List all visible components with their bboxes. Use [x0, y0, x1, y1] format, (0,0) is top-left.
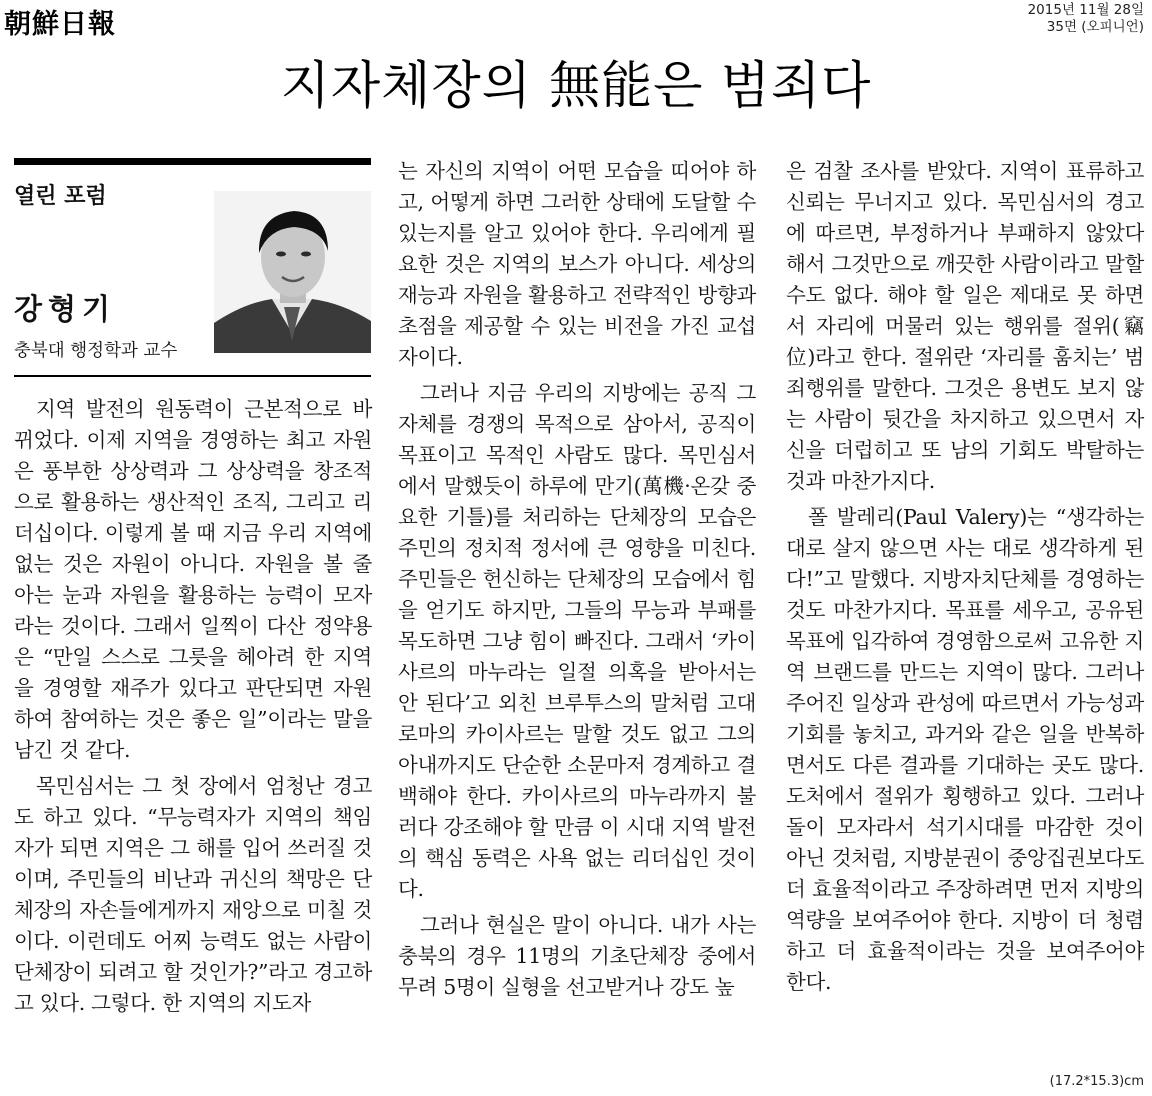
- article-headline: 지자체장의 無能은 범죄다: [280, 57, 872, 116]
- author-title: 충북대 행정학과 교수: [14, 341, 178, 361]
- article-column-1: [14, 394, 372, 1019]
- clipping-size-note: (17.2*15.3)cm: [1049, 1074, 1144, 1089]
- column-header: [14, 158, 371, 374]
- author-name: 강형기: [14, 292, 117, 326]
- newspaper-masthead: 朝鮮日報: [4, 9, 116, 40]
- paragraph: 지역 발전의 원동력이 근본적으로 바뀌었다. 이제 지역을 경영하는 최고 자원은 풍부한 상상력과 그 상상력을 창조적으로 활용하는 생산적인 조직, 그리고 리더십이다. 이렇게 볼 때 지금 우리 지역에 없는 것은 자원이 아니다. 자원을 볼 줄 아는 눈과 자원을 활용하는 능력이 모자라는 것이다. 그래서 일찍이 다산 정약용은 “만일 스스로 그릇을 헤아려 한 지역을 경영할 재주가 있다고 판단되면 자원하여 참여하는 것은 좋은 일”이라는 말을 남긴 것 같다.: [14, 397, 372, 762]
- paragraph: 목민심서는 그 첫 장에서 엄청난 경고도 하고 있다. “무능력자가 지역의 책임자가 되면 지역은 그 해를 입어 쓰러질 것이며, 주민들의 비난과 귀신의 책망은 단체장의 자손들에게까지 재앙으로 미칠 것이다. 이런데도 어찌 능력도 없는 사람이 단체장이 되려고 할 것인가?”라고 경고하고 있다. 그렇다. 한 지역의 지도자: [14, 774, 372, 1015]
- author-photo: [214, 191, 371, 353]
- publication-date: 2015년 11월 28일: [1027, 2, 1144, 18]
- article-column-3: [786, 156, 1144, 998]
- paragraph: 그러나 현실은 말이 아니다. 내가 사는 충북의 경우 11명의 기초단체장 중에서 무려 5명이 실형을 선고받거나 강도 높: [398, 913, 756, 999]
- column-name: 열린 포럼: [14, 184, 107, 209]
- author-portrait-image: [214, 191, 371, 353]
- page-section: 35면 (오피니언): [1046, 19, 1144, 35]
- column-header-divider: [14, 375, 371, 377]
- paragraph: 은 검찰 조사를 받았다. 지역이 표류하고 신뢰는 무너지고 있다. 목민심서의 경고에 따르면, 부정하거나 부패하지 않았다 해서 그것만으로 깨끗한 사람이라고 말할 수도 없다. 해야 할 일은 제대로 못 하면서 자리에 머물러 있는 행위를 절위(竊位)라고 한다. 절위란 ‘자리를 훔치는’ 범죄행위를 말한다. 그것은 용변도 보지 않는 사람이 뒷간을 차지하고 있으면서 자신을 더럽히고 또 남의 기회도 박탈하는 것과 마찬가지다.: [786, 159, 1144, 493]
- article-column-2: [398, 156, 756, 1003]
- paragraph: 그러나 지금 우리의 지방에는 공직 그 자체를 경쟁의 목적으로 삼아서, 공직이 목표이고 목적인 사람도 많다. 목민심서에서 말했듯이 하루에 만기(萬機·온갖 중요한 기틀)를 처리하는 단체장의 모습은 주민의 정치적 정서에 큰 영향을 미친다. 주민들은 헌신하는 단체장의 모습에서 힘을 얻기도 하지만, 그들의 무능과 부패를 목도하면 그냥 힘이 빠진다. 그래서 ‘카이사르의 마누라는 일절 의혹을 받아서는 안 된다’고 외친 브루투스의 말처럼 고대 로마의 카이사르는 말할 것도 없고 그의 아내까지도 단순한 소문마저 경계하고 결백해야 한다. 카이사르의 마누라까지 불러다 강조해야 할 만큼 이 시대 지역 발전의 핵심 동력은 사욕 없는 리더십인 것이다.: [398, 381, 756, 901]
- paragraph: 는 자신의 지역이 어떤 모습을 띠어야 하고, 어떻게 하면 그러한 상태에 도달할 수 있는지를 알고 있어야 한다. 우리에게 필요한 것은 지역의 보스가 아니다. 세상의 재능과 자원을 활용하고 전략적인 방향과 초점을 제공할 수 있는 비전을 가진 교섭자이다.: [398, 159, 756, 369]
- paragraph: 폴 발레리(Paul Valery)는 “생각하는 대로 살지 않으면 사는 대로 생각하게 된다!”고 말했다. 지방자치단체를 경영하는 것도 마찬가지다. 목표를 세우고, 공유된 목표에 입각하여 경영함으로써 고유한 지역 브랜드를 만드는 지역이 많다. 그러나 주어진 일상과 관성에 따르면서 가능성과 기회를 놓치고, 과거와 같은 일을 반복하면서도 다른 결과를 기대하는 곳도 많다. 도처에서 절위가 횡행하고 있다. 그러나 돌이 모자라서 석기시대를 마감한 것이 아닌 것처럼, 지방분권이 중앙집권보다도 더 효율적이라고 주장하려면 먼저 지방의 역량을 보여주어야 한다. 지방이 더 청렴하고 더 효율적이라는 것을 보여주어야 한다.: [786, 505, 1144, 994]
- dateline: [1028, 2, 1144, 36]
